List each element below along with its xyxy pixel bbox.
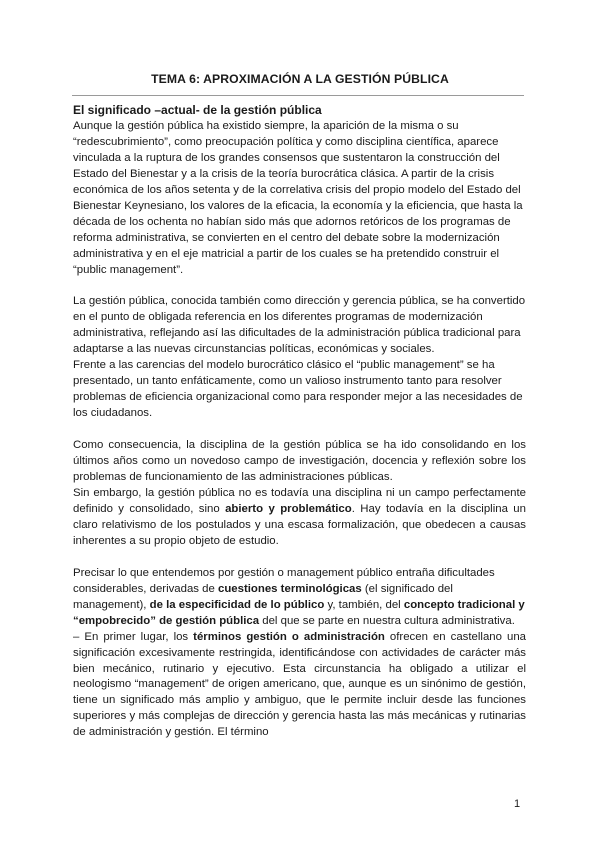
paragraph-6-text-e: y, también, del [324,598,404,611]
paragraph-7-text-a: – En primer lugar, los [73,630,194,643]
paragraph-7 [73,630,526,742]
paragraph-5-text-c: . Hay todavía en la disciplina un claro relativismo de los postulados y una escasa formalización, que obedecen a causas inherentes a su propio objeto de estudio. [73,502,526,547]
paragraph-7-emphasis: términos gestión o administración [193,630,385,643]
paragraph-7-text-c: ofrecen en castellano una significación excesivamente restringida, identificándose con actividades de carácter más bien mecánico, rutinario y ejecutivo. Esta circunstancia ha obligado a utilizar el neologismo “management” de origen americano, que, aunque es un sinónimo de gestión, tiene un significado más amplio y ambiguo, que le permite incluir desde las funciones superiores y más complejas de dirección y gerencia hasta las más mecánicas y rutinarias de administración y gestión. El término [73,630,526,739]
document-body [73,103,526,741]
paragraph-6-text-a: Precisar lo que entendemos por gestión o management público entraña dificultades considerables, derivadas de [73,566,495,595]
paragraph-6 [73,566,526,630]
paragraph-gap [73,278,526,294]
paragraph-gap [73,422,526,438]
document-title: TEMA 6: APROXIMACIÓN A LA GESTIÓN PÚBLICA [151,72,449,86]
paragraph-5-text-a: Sin embargo, la gestión pública no es todavía una disciplina ni un campo perfectamente definido y consolidado, sino [73,486,526,515]
paragraph-6-emphasis-2: de la especificidad de lo público [149,598,325,611]
paragraph-4: Como consecuencia, la disciplina de la gestión pública se ha ido consolidando en los últimos años como un novedoso campo de investigación, docencia y reflexión sobre los problemas de funcionamiento de las administraciones públicas. [73,439,526,484]
paragraph-gap [73,550,526,566]
section-heading: El significado –actual- de la gestión pública [73,103,322,117]
paragraph-5-emphasis: abierto y problemático [225,502,352,515]
paragraph-6-emphasis-1: cuestiones terminológicas [218,582,362,595]
page-number: 1 [514,798,521,810]
paragraph-6-emphasis-3: concepto tradicional y “empobrecido” de gestión pública [73,598,525,627]
paragraph-2: La gestión pública, conocida también como dirección y gerencia pública, se ha convertido en el punto de obligada referencia en los diferentes programas de modernización administrativa, reflejando así las dificultades de la administración pública tradicional para adaptarse a las nuevas circunstancias políticas, económicas y sociales. [73,295,526,356]
paragraph-6-text-c: (el significado del management), [73,582,453,611]
paragraph-3: Frente a las carencias del modelo burocrático clásico el “public management” se ha presentado, un tanto enfáticamente, como un valioso instrumento tanto para resolver problemas de eficiencia organizacional como para responder mejor a las necesidades de los ciudadanos. [73,359,523,420]
paragraph-5 [73,486,526,550]
paragraph-1: Aunque la gestión pública ha existido siempre, la aparición de la misma o su “redescubrimiento”, como preocupación política y como disciplina científica, aparece vinculada a la ruptura de los grandes consensos que sustentaron la construcción del Estado del Bienestar y a la crisis de la teoría burocrática clásica. A partir de la crisis económica de los años setenta y de la correlativa crisis del propio modelo del Estado del Bienestar Keynesiano, los valores de la eficacia, la economía y la eficiencia, que hasta la década de los ochenta no habían sido más que adornos retóricos de los programas de reforma administrativa, se convierten en el centro del debate sobre la modernización administrativa y en el eje matricial a partir de los cuales se ha pretendido construir el “public management”. [73,119,523,276]
paragraph-6-text-g: del que se parte en nuestra cultura administrativa. [259,614,515,627]
title-divider [72,95,524,96]
